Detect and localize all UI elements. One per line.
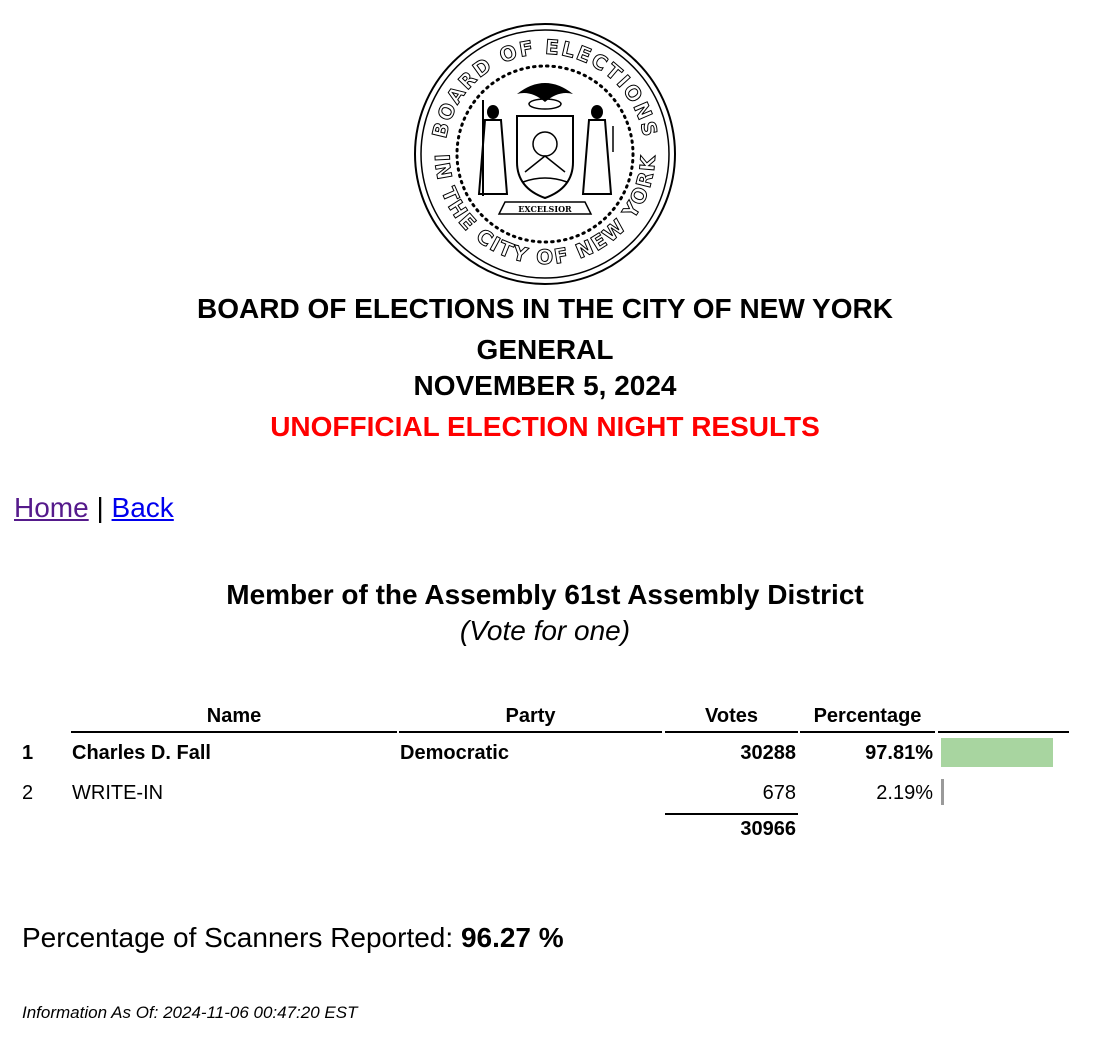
row-1-name: Charles D. Fall [72,742,211,764]
row-2-rank: 2 [22,782,34,804]
contest-title: Member of the Assembly 61st Assembly District [226,579,864,610]
scanners-label: Percentage of Scanners Reported: [22,922,454,953]
column-header-votes: Votes [665,703,798,733]
row-2-name: WRITE-IN [72,782,164,804]
info-timestamp: Information As Of: 2024-11-06 00:47:20 EST [22,1003,358,1022]
home-link[interactable]: Home [14,492,89,523]
scanners-reported [22,920,564,956]
nav-links [14,490,174,526]
row-1-votes: 30288 [740,742,796,764]
scanners-value: 96.27 % [460,922,564,953]
back-link[interactable]: Back [111,492,174,523]
column-header-percentage: Percentage [800,703,935,733]
contest-subtitle: (Vote for one) [459,615,631,646]
nav-separator: | [96,492,104,523]
board-of-elections-seal [413,22,677,286]
election-type: GENERAL [476,334,614,365]
column-header-name: Name [71,703,397,733]
seal-motto: EXCELSIOR [518,204,572,214]
row-1-party: Democratic [400,742,509,764]
total-divider [665,813,798,815]
column-header-bar [938,703,1069,733]
row-1-percentage: 97.81% [865,742,933,764]
row-1-percentage-bar [941,738,1053,767]
row-2-percentage: 2.19% [876,782,933,804]
election-date: NOVEMBER 5, 2024 [413,370,677,401]
row-2-votes: 678 [762,782,796,804]
seal-ring-top-text: BOARD OF ELECTIONS [427,34,663,141]
row-1-rank: 1 [22,742,34,764]
row-2-percentage-bar [941,779,944,805]
status-banner: UNOFFICIAL ELECTION NIGHT RESULTS [270,411,820,442]
column-header-party: Party [399,703,662,733]
total-votes: 30966 [740,818,796,840]
org-title: BOARD OF ELECTIONS IN THE CITY OF NEW YORK [197,293,893,324]
seal-ring-bottom-text: IN THE CITY OF NEW YORK [429,152,661,270]
